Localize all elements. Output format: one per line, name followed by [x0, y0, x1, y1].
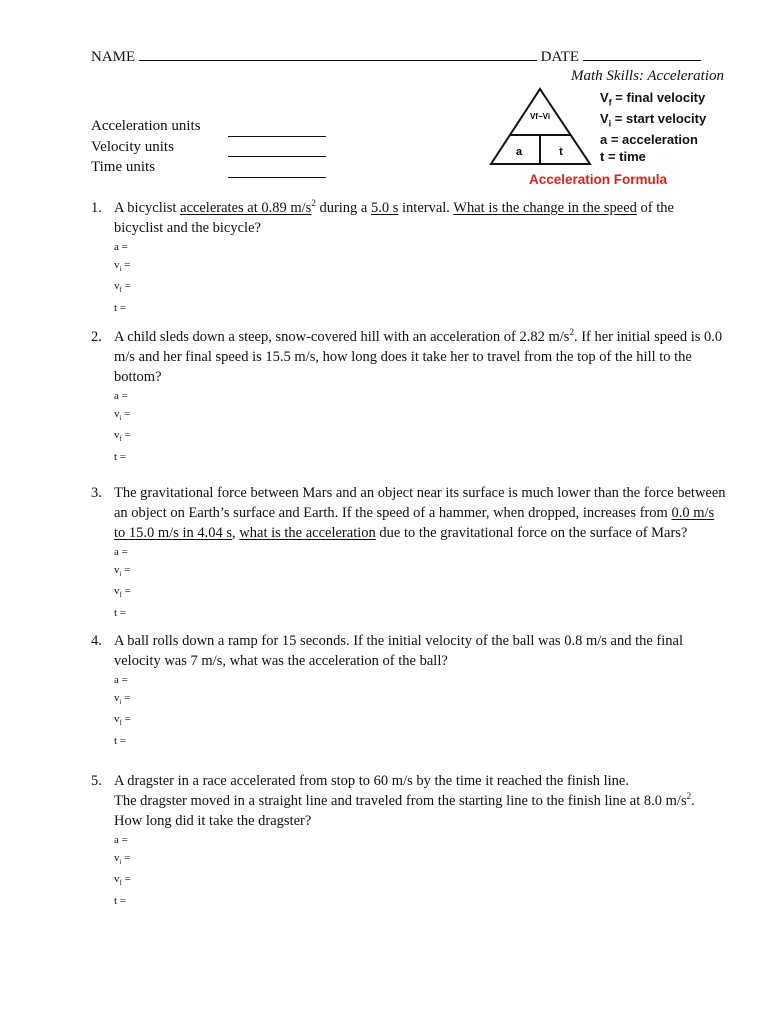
var-vi: $v_i$ = [114, 563, 131, 578]
underlined-phrase: 0.0 m/s to 15.0 m/s in 4.04 s [114, 505, 715, 541]
units-row [91, 116, 326, 137]
question-text: The gravitational force between Mars and an object near its surface is much lower than the force between an object on Earth’s surface and Earth. If the speed of a hammer, when dropped, increases from 0.0 m/s to 15.0 m/s in 4.04 s, what is the acceleration due to the gravitational force on the surface of Mars? [114, 485, 726, 541]
underlined-phrase: what is the acceleration [239, 525, 376, 541]
question-2 [91, 327, 726, 466]
question-text: A ball rolls down a ramp for 15 seconds. If the initial velocity of the ball was 0.8 m/s and the final velocity was 7 m/s, what was the acceleration of the ball? [114, 633, 683, 669]
triangle-a-label: a [515, 146, 523, 158]
question-1 [91, 198, 726, 317]
legend-item-final-velocity: $V_f$ = final velocity [600, 90, 706, 108]
underlined-phrase: 5.0 s [370, 200, 399, 216]
legend-item-time: t = time [600, 148, 646, 164]
underlined-phrase: What is the change in the speed [453, 200, 637, 216]
triangle-t-label: t [559, 146, 563, 158]
units-section [91, 116, 326, 178]
answer-variables [114, 388, 726, 466]
acceleration-units-field[interactable] [228, 122, 326, 137]
name-field[interactable] [139, 47, 537, 61]
velocity-units-label: Velocity units [91, 138, 174, 155]
superscript: 2 [569, 327, 574, 338]
question-5 [91, 771, 726, 910]
triangle-top-label: Vf−Vi [529, 112, 551, 121]
var-a: a = [114, 390, 128, 402]
name-date-line [91, 47, 701, 66]
question-text: A bicyclist accelerates at 0.89 $m/s^2$ during a 5.0 s interval. What is the change in the speed of the bicyclist and the bicycle? [114, 198, 674, 236]
var-vi: $v_i$ = [114, 258, 131, 273]
date-label: DATE [540, 49, 579, 65]
var-vf: $v_f$ = [114, 280, 131, 295]
question-number: 5. [91, 773, 102, 789]
answer-variables [114, 544, 726, 622]
question-text: A child sleds down a steep, snow-covered hill with an acceleration of 2.82 $m/s^2$. If her initial speed is 0.0 m/s and her final speed is 15.5 m/s, how long does it take her to travel from the top of the hill to the bottom? [114, 327, 723, 385]
var-vf: $v_f$ = [114, 873, 131, 888]
var-vf: $v_f$ = [114, 585, 131, 600]
worksheet-subtitle: Math Skills: Acceleration [571, 68, 725, 84]
question-number: 4. [91, 633, 102, 649]
var-t: t = [114, 894, 127, 907]
velocity-units-field[interactable] [228, 142, 326, 157]
legend-item-acceleration: a = acceleration [600, 132, 698, 148]
var-a: a = [114, 546, 128, 558]
var-t: t = [114, 734, 127, 747]
name-label: NAME [91, 49, 136, 65]
question-text: A dragster in a race accelerated from stop to 60 m/s by the time it reached the finish line. The dragster moved in a straight line and traveled from the starting line to the finish line at 8.0 $m/s^2$. How long did it take the dragster? [114, 773, 695, 829]
underlined-phrase: accelerates at 0.89 m/s [180, 200, 312, 216]
question-number: 2. [91, 329, 102, 345]
time-units-field[interactable] [228, 163, 326, 178]
question-number: 3. [91, 485, 102, 501]
formula-caption: Acceleration Formula [529, 172, 668, 187]
question-3 [91, 483, 726, 622]
time-units-label: Time units [91, 159, 156, 175]
answer-variables [114, 239, 726, 317]
answer-variables [114, 672, 726, 750]
answer-variables [114, 832, 726, 910]
formula-triangle [488, 86, 593, 168]
date-field[interactable] [583, 47, 701, 61]
var-t: t = [114, 301, 127, 314]
legend-item-start-velocity: $V_i$ = start velocity [600, 111, 707, 129]
var-vf: $v_f$ = [114, 713, 131, 728]
superscript: 2 [311, 198, 316, 209]
var-t: t = [114, 606, 127, 619]
var-vi: $v_i$ = [114, 851, 131, 866]
var-t: t = [114, 450, 127, 463]
question-4 [91, 631, 726, 750]
units-row [91, 137, 326, 158]
var-vi: $v_i$ = [114, 691, 131, 706]
question-number: 1. [91, 200, 102, 216]
var-a: a = [114, 674, 128, 686]
var-vi: $v_i$ = [114, 407, 131, 422]
var-a: a = [114, 241, 128, 253]
units-row [91, 157, 326, 178]
formula-legend [600, 90, 706, 165]
superscript: 2 [686, 791, 692, 802]
acceleration-units-label: Acceleration units [91, 118, 201, 134]
var-vf: $v_f$ = [114, 429, 131, 444]
var-a: a = [114, 834, 128, 846]
